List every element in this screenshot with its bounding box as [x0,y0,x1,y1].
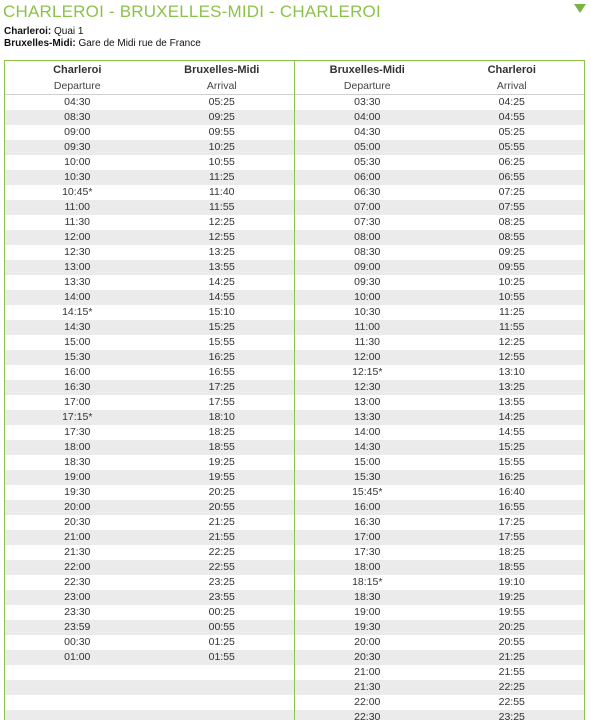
timetable-charleroi-to-bruxelles [5,61,295,720]
departure-time: 06:30 [354,186,381,198]
arrival-time: 22:55 [498,696,525,708]
table-row [295,590,584,605]
departure-time: 10:45* [62,186,93,198]
departure-time: 07:30 [354,216,381,228]
column-station: Bruxelles-Midi [329,64,405,76]
departure-time: 12:00 [64,231,91,243]
departure-time: 15:00 [64,336,91,348]
arrival-time: 22:25 [208,546,235,558]
empty-row [5,695,294,710]
page-title: CHARLEROI - BRUXELLES-MIDI - CHARLEROI [3,2,381,21]
empty-cell [5,695,150,710]
table-row [5,215,294,230]
arrival-time: 13:25 [498,381,525,393]
table-row [5,620,294,635]
arrival-time: 19:55 [208,471,235,483]
table-row [295,95,584,110]
table-row [295,380,584,395]
table-row [295,125,584,140]
arrival-time: 09:55 [208,126,235,138]
table-row [5,650,294,665]
departure-time: 15:00 [354,456,381,468]
table-row [295,335,584,350]
departure-time: 14:30 [354,441,381,453]
arrival-time: 21:25 [208,516,235,528]
arrival-time: 17:55 [208,396,235,408]
table-row [295,500,584,515]
table-row [5,380,294,395]
arrival-time: 23:25 [208,576,235,588]
arrival-time: 16:55 [498,501,525,513]
table-row [5,260,294,275]
empty-row [5,665,294,680]
table-row [295,350,584,365]
arrival-time: 11:25 [209,171,235,183]
arrival-time: 21:55 [498,666,525,678]
departure-time: 06:00 [354,171,381,183]
arrival-time: 16:55 [208,366,235,378]
table-row [5,155,294,170]
departure-time: 15:30 [64,351,91,363]
departure-time: 16:00 [64,366,91,378]
table-row [5,230,294,245]
table-row [295,110,584,125]
arrival-time: 05:25 [208,96,235,108]
table-row [295,260,584,275]
departure-time: 03:30 [354,96,381,108]
arrival-time: 13:55 [498,396,525,408]
arrival-time: 19:25 [208,456,235,468]
arrival-time: 00:55 [208,621,235,633]
table-row [5,125,294,140]
table-row [295,650,584,665]
departure-time: 09:00 [354,261,381,273]
arrival-time: 12:55 [498,351,525,363]
departure-time: 17:15* [62,411,93,423]
departure-time: 14:00 [64,291,91,303]
table-row [295,290,584,305]
departure-time: 20:30 [354,651,381,663]
table-row [5,320,294,335]
table-row [295,680,584,695]
arrival-time: 04:25 [498,96,525,108]
departure-time: 18:15* [352,576,383,588]
table-row [295,200,584,215]
empty-row [5,680,294,695]
table-row [5,455,294,470]
arrival-time: 11:25 [499,306,525,318]
column-station: Bruxelles-Midi [184,64,260,76]
table-row [5,635,294,650]
departure-time: 11:00 [64,201,90,213]
table-row [5,350,294,365]
stop-value: Quai 1 [54,26,84,37]
departure-time: 05:30 [354,156,381,168]
departure-time: 20:00 [64,501,91,513]
arrival-time: 20:55 [498,636,525,648]
arrival-time: 04:55 [498,111,525,123]
departure-time: 18:00 [64,441,91,453]
arrival-time: 18:10 [208,411,235,423]
departure-time: 00:30 [64,636,91,648]
departure-time: 23:30 [64,606,91,618]
departure-time: 17:00 [64,396,91,408]
arrival-time: 07:25 [498,186,525,198]
timetable-bruxelles-to-charleroi [295,61,584,720]
table-row [295,410,584,425]
table-row [5,245,294,260]
table-row [5,95,294,110]
table-row [295,635,584,650]
departure-time: 09:30 [64,141,91,153]
table-row [295,275,584,290]
departure-time: 19:30 [354,621,381,633]
table-row [5,290,294,305]
table-row [5,395,294,410]
arrival-time: 08:55 [498,231,525,243]
table-row [295,530,584,545]
arrival-time: 22:25 [498,681,525,693]
stop-label: Bruxelles-Midi: [4,38,76,49]
arrival-time: 01:55 [208,651,235,663]
column-type: Departure [5,78,150,95]
departure-time: 13:30 [64,276,91,288]
departure-time: 18:30 [64,456,91,468]
table-row [295,365,584,380]
table-row [295,185,584,200]
collapse-toggle-icon[interactable] [574,4,586,13]
table-row [295,215,584,230]
arrival-time: 11:40 [209,186,235,198]
table-row [5,545,294,560]
empty-cell [5,710,150,720]
table-row [295,605,584,620]
table-row [5,440,294,455]
arrival-time: 11:55 [209,201,235,213]
arrival-time: 20:55 [208,501,235,513]
arrival-time: 07:55 [498,201,525,213]
departure-time: 22:30 [354,711,381,720]
departure-time: 20:30 [64,516,91,528]
empty-cell [5,680,150,695]
arrival-time: 17:55 [498,531,525,543]
table-row [295,140,584,155]
arrival-time: 17:25 [498,516,525,528]
departure-time: 16:30 [354,516,381,528]
arrival-time: 05:55 [498,141,525,153]
table-body [5,95,294,720]
empty-cell [150,680,295,695]
departure-time: 10:30 [354,306,381,318]
arrival-time: 00:25 [208,606,235,618]
arrival-time: 15:55 [498,456,525,468]
departure-time: 09:00 [64,126,91,138]
arrival-time: 21:25 [498,651,525,663]
table-row [295,620,584,635]
table-row [5,335,294,350]
empty-cell [150,710,295,720]
arrival-time: 10:55 [498,291,525,303]
arrival-time: 15:25 [498,441,525,453]
departure-time: 19:00 [64,471,91,483]
arrival-time: 06:25 [498,156,525,168]
table-row [5,515,294,530]
arrival-time: 12:25 [208,216,235,228]
table-row [5,470,294,485]
departure-time: 15:45* [352,486,383,498]
timetable [4,60,585,720]
departure-time: 23:00 [64,591,91,603]
arrival-time: 18:55 [498,561,525,573]
arrival-time: 23:25 [498,711,525,720]
arrival-time: 16:40 [498,486,525,498]
arrival-time: 13:10 [498,366,525,378]
departure-time: 04:00 [354,111,381,123]
arrival-time: 23:55 [208,591,235,603]
arrival-time: 20:25 [498,621,525,633]
arrival-time: 15:10 [208,306,235,318]
table-row [295,485,584,500]
departure-time: 20:00 [354,636,381,648]
stop-value: Gare de Midi rue de France [78,38,201,49]
column-type: Departure [295,78,440,95]
arrival-time: 09:55 [498,261,525,273]
table-row [295,425,584,440]
table-row [5,485,294,500]
table-row [5,560,294,575]
departure-time: 12:30 [64,246,91,258]
header-stations [295,61,584,78]
departure-time: 12:00 [354,351,381,363]
arrival-time: 18:25 [498,546,525,558]
departure-time: 07:00 [354,201,381,213]
table-row [5,410,294,425]
column-station: Charleroi [487,64,536,76]
departure-time: 17:30 [354,546,381,558]
departure-time: 16:30 [64,381,91,393]
arrival-time: 17:25 [208,381,235,393]
table-row [5,110,294,125]
arrival-time: 14:55 [498,426,525,438]
arrival-time: 18:25 [208,426,235,438]
arrival-time: 18:55 [208,441,235,453]
departure-time: 14:00 [354,426,381,438]
table-row [295,695,584,710]
departure-time: 12:30 [354,381,381,393]
arrival-time: 13:25 [208,246,235,258]
table-row [5,365,294,380]
departure-time: 16:00 [354,501,381,513]
departure-time: 10:30 [64,171,91,183]
departure-time: 08:30 [354,246,381,258]
departure-time: 17:00 [354,531,381,543]
arrival-time: 20:25 [208,486,235,498]
arrival-time: 06:55 [498,171,525,183]
table-row [295,710,584,720]
table-row [5,140,294,155]
arrival-time: 11:55 [499,321,525,333]
departure-time: 21:30 [64,546,91,558]
departure-time: 22:30 [64,576,91,588]
arrival-time: 13:55 [208,261,235,273]
arrival-time: 15:25 [208,321,235,333]
table-row [295,545,584,560]
arrival-time: 16:25 [208,351,235,363]
departure-time: 04:30 [64,96,91,108]
table-row [295,395,584,410]
arrival-time: 14:25 [498,411,525,423]
header-types [295,78,584,95]
table-row [295,155,584,170]
stop-info-charleroi [4,26,83,37]
header-types [5,78,294,95]
arrival-time: 09:25 [498,246,525,258]
empty-cell [150,665,295,680]
departure-time: 17:30 [64,426,91,438]
departure-time: 18:00 [354,561,381,573]
table-row [295,455,584,470]
arrival-time: 12:55 [208,231,235,243]
departure-time: 08:30 [64,111,91,123]
table-row [5,305,294,320]
empty-row [5,710,294,720]
column-type: Arrival [440,78,585,95]
arrival-time: 08:25 [498,216,525,228]
table-row [295,320,584,335]
departure-time: 23:59 [64,621,91,633]
arrival-time: 12:25 [498,336,525,348]
arrival-time: 14:25 [208,276,235,288]
arrival-time: 19:10 [498,576,525,588]
table-row [295,230,584,245]
stop-info-bruxelles-midi [4,38,201,49]
arrival-time: 21:55 [208,531,235,543]
departure-time: 21:00 [354,666,381,678]
arrival-time: 10:25 [208,141,235,153]
departure-time: 11:00 [354,321,380,333]
table-row [5,530,294,545]
table-row [295,245,584,260]
table-row [295,170,584,185]
table-row [5,425,294,440]
table-row [295,305,584,320]
header-stations [5,61,294,78]
empty-cell [5,665,150,680]
departure-time: 13:30 [354,411,381,423]
table-row [5,185,294,200]
departure-time: 05:00 [354,141,381,153]
table-row [5,575,294,590]
arrival-time: 09:25 [208,111,235,123]
departure-time: 21:00 [64,531,91,543]
stop-label: Charleroi: [4,26,52,37]
arrival-time: 22:55 [208,561,235,573]
arrival-time: 16:25 [498,471,525,483]
table-row [5,275,294,290]
table-row [295,575,584,590]
departure-time: 18:30 [354,591,381,603]
table-row [295,470,584,485]
arrival-time: 10:25 [498,276,525,288]
table-body [295,95,584,720]
departure-time: 10:00 [64,156,91,168]
table-row [295,560,584,575]
departure-time: 21:30 [354,681,381,693]
column-station: Charleroi [53,64,102,76]
departure-time: 13:00 [354,396,381,408]
departure-time: 12:15* [352,366,383,378]
departure-time: 11:30 [64,216,90,228]
departure-time: 10:00 [354,291,381,303]
departure-time: 13:00 [64,261,91,273]
empty-cell [150,695,295,710]
table-row [5,590,294,605]
arrival-time: 19:25 [498,591,525,603]
table-row [5,500,294,515]
arrival-time: 10:55 [208,156,235,168]
arrival-time: 01:25 [208,636,235,648]
departure-time: 01:00 [64,651,91,663]
departure-time: 22:00 [64,561,91,573]
table-row [5,200,294,215]
arrival-time: 05:25 [498,126,525,138]
table-row [295,515,584,530]
departure-time: 14:30 [64,321,91,333]
departure-time: 19:30 [64,486,91,498]
table-row [5,605,294,620]
arrival-time: 15:55 [208,336,235,348]
departure-time: 08:00 [354,231,381,243]
departure-time: 22:00 [354,696,381,708]
arrival-time: 19:55 [498,606,525,618]
column-type: Arrival [150,78,295,95]
departure-time: 09:30 [354,276,381,288]
departure-time: 04:30 [354,126,381,138]
departure-time: 19:00 [354,606,381,618]
departure-time: 14:15* [62,306,93,318]
departure-time: 15:30 [354,471,381,483]
arrival-time: 14:55 [208,291,235,303]
table-row [295,440,584,455]
table-row [5,170,294,185]
table-row [295,665,584,680]
departure-time: 11:30 [354,336,380,348]
